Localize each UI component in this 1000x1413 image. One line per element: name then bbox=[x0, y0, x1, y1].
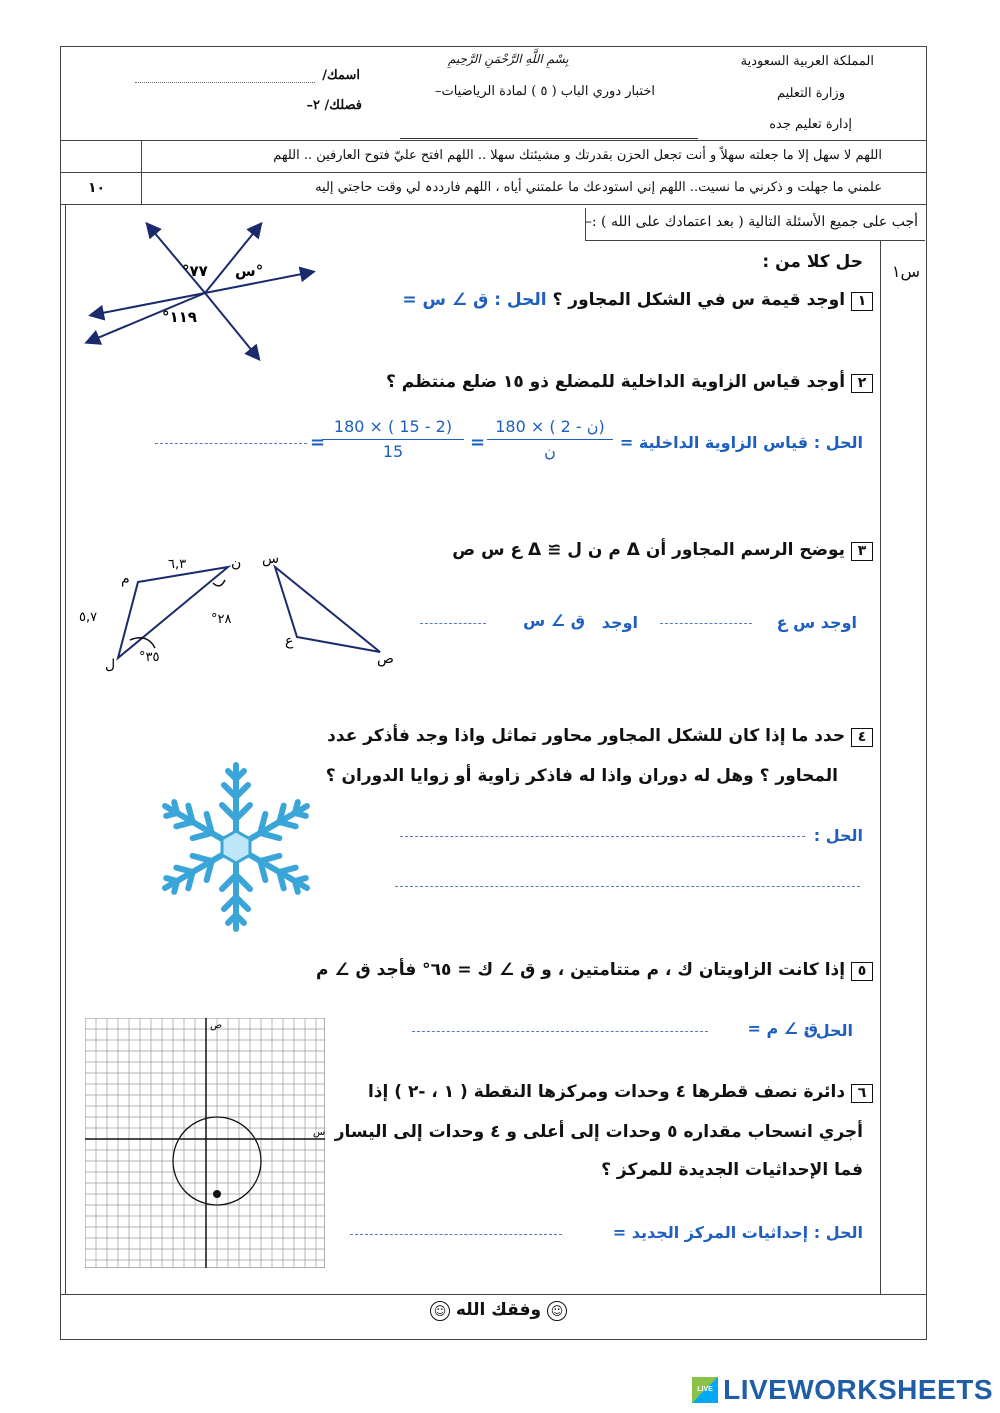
q6-solution-label: الحل : إحداثيات المركز الجديد = bbox=[612, 1223, 863, 1242]
q2-frac2-den: 15 bbox=[382, 442, 404, 461]
q4-question bbox=[327, 726, 873, 747]
footer-text: وفقك الله bbox=[455, 1300, 542, 1320]
instruction: أجب على جميع الأسئلة التالية ( بعد اعتمادك على الله ) :– bbox=[584, 214, 918, 230]
q2-question bbox=[386, 372, 873, 393]
q3-angle-n: °٢٨ bbox=[211, 612, 232, 627]
q3-label-n: ن bbox=[231, 555, 242, 571]
name-line[interactable] bbox=[135, 82, 315, 83]
q2-fraction-2 bbox=[322, 417, 464, 461]
q5-answer-line[interactable] bbox=[412, 1031, 708, 1032]
q3-figure bbox=[75, 545, 415, 675]
q1-figure bbox=[80, 220, 320, 370]
q2-answer-line[interactable] bbox=[155, 443, 307, 444]
q3-label-l: ل bbox=[105, 657, 116, 673]
q5-solution-label: الحل : bbox=[803, 1021, 853, 1040]
header-department: إدارة تعليم جده bbox=[769, 117, 852, 132]
q1-line-b bbox=[205, 225, 260, 293]
q3-label-e: ع bbox=[285, 633, 294, 649]
q5-text: إذا كانت الزاويتان ك ، م متتامتين ، و ق ∠ ك = ٦٥° فأجد ق ∠ م bbox=[316, 960, 846, 980]
instruction-box-bottom bbox=[585, 240, 925, 241]
q1-angle-77: °٧٧ bbox=[182, 262, 208, 280]
exam-title: اختبار دوري الباب ( ٥ ) لمادة الرياضيات– bbox=[434, 84, 655, 99]
q3-number: ٣ bbox=[851, 542, 873, 561]
name-label: اسمك/ bbox=[322, 68, 360, 83]
q1-angle-x: س° bbox=[235, 262, 264, 280]
q6-point bbox=[213, 1190, 221, 1198]
q2-frac1-num: 180 × ( ن - 2) bbox=[487, 417, 613, 440]
q4-answer-line-1[interactable] bbox=[400, 836, 805, 837]
q4-answer-line-2[interactable] bbox=[395, 886, 860, 887]
q3-side-mn: ٦,٣ bbox=[168, 557, 187, 572]
prayer-bottom bbox=[60, 204, 926, 205]
class-label: فصلك/ ٢– bbox=[306, 98, 362, 113]
section-title: حل كلا من : bbox=[762, 252, 863, 272]
q3-label-s: س bbox=[262, 551, 280, 567]
q1-number: ١ bbox=[851, 292, 873, 311]
q1-answer-expr: ق ∠ س = bbox=[402, 290, 489, 310]
footer bbox=[430, 1300, 567, 1321]
content-left-border bbox=[65, 204, 66, 1294]
header-divider bbox=[60, 140, 926, 141]
q3-arc-l bbox=[130, 638, 155, 648]
q3-find-2-expr: ق ∠ س bbox=[523, 611, 585, 630]
snowflake-center bbox=[222, 831, 250, 863]
header-kingdom: المملكة العربية السعودية bbox=[740, 54, 874, 69]
q3-text: يوضح الرسم المجاور أن Δ م ن ل ≅ Δ ع س ص bbox=[452, 540, 846, 560]
q5-question bbox=[316, 960, 873, 981]
q2-fraction-1 bbox=[487, 417, 613, 461]
q3-question bbox=[452, 540, 873, 561]
content-right-border bbox=[880, 240, 881, 1294]
header-ministry: وزارة التعليم bbox=[776, 86, 845, 101]
liveworksheets-logo bbox=[692, 1374, 993, 1406]
header-basmala: بِسْمِ اللَّهِ الرَّحْمَنِ الرَّحِيمِ bbox=[448, 52, 569, 66]
q2-text: أوجد قياس الزاوية الداخلية للمضلع ذو ١٥ ضلع منتظم ؟ bbox=[386, 372, 846, 392]
brand-badge: LIVE bbox=[692, 1377, 718, 1403]
q3-angle-l: °٣٥ bbox=[139, 650, 160, 665]
q3-answer-line-1[interactable] bbox=[660, 623, 752, 624]
title-underline bbox=[400, 138, 698, 139]
q3-find-1: اوجد س ع bbox=[776, 613, 857, 632]
section-label: س١ bbox=[891, 262, 920, 281]
footer-divider bbox=[60, 1294, 926, 1295]
q3-answer-line-2[interactable] bbox=[420, 623, 486, 624]
q1-text: اوجد قيمة س في الشكل المجاور ؟ bbox=[552, 290, 846, 310]
q3-label-m: م bbox=[121, 571, 130, 587]
q2-solution-label: الحل : قياس الزاوية الداخلية = bbox=[619, 433, 863, 452]
q4-solution-label: الحل : bbox=[813, 826, 863, 845]
q1-solution-label: الحل : bbox=[494, 290, 547, 310]
prayer-line-1: اللهم لا سهل إلا ما جعلته سهلاً و أنت تجعل الحزن بقدرتك و مشيئتك سهلا .. اللهم افتح عليّ فتوح العارفين .. اللهم bbox=[273, 148, 882, 163]
q6-line-3: فما الإحداثيات الجديدة للمركز ؟ bbox=[601, 1160, 863, 1180]
q2-number: ٢ bbox=[851, 374, 873, 393]
q2-eq-2: = bbox=[310, 432, 326, 453]
q4-line-1: حدد ما إذا كان للشكل المجاور محاور تماثل واذا وجد فأذكر عدد bbox=[327, 726, 846, 746]
q6-grid bbox=[85, 1018, 325, 1268]
q1-question bbox=[402, 290, 873, 311]
q1-line-a2 bbox=[205, 293, 258, 358]
q4-snowflake-image bbox=[155, 758, 317, 936]
q4-number: ٤ bbox=[851, 728, 873, 747]
brand-name: LIVEWORKSHEETS bbox=[723, 1374, 994, 1405]
q3-label-sad: ص bbox=[377, 651, 394, 667]
smiley-icon: ☺ bbox=[547, 1301, 567, 1321]
q6-answer-line[interactable] bbox=[350, 1234, 562, 1235]
q6-line-1: دائرة نصف قطرها ٤ وحدات ومركزها النقطة ( ١ ، -٢ ) إذا bbox=[367, 1082, 846, 1102]
q2-frac2-num: 180 × ( 15 - 2) bbox=[322, 417, 464, 440]
q6-line-2: أجري انسحاب مقداره ٥ وحدات إلى أعلى و ٤ وحدات إلى اليسار bbox=[334, 1122, 863, 1142]
score-total: ١٠ bbox=[88, 180, 106, 196]
q1-angle-119: °١١٩ bbox=[162, 308, 197, 326]
q6-y-label: ص bbox=[210, 1020, 223, 1031]
q3-find-2: اوجد bbox=[601, 613, 638, 632]
q2-eq-1: = bbox=[470, 432, 486, 453]
score-col-divider bbox=[141, 140, 142, 204]
prayer-line-2: علمني ما جهلت و ذكرني ما نسيت.. اللهم إني استودعك ما علمتني أياه ، اللهم فارددہ لي وقت حاجتي إليه bbox=[315, 180, 882, 195]
q6-number: ٦ bbox=[851, 1084, 873, 1103]
q5-answer-expr: ق ∠ م = bbox=[747, 1019, 818, 1038]
q4-line-2: المحاور ؟ وهل له دوران واذا له فاذكر زاوية أو زوايا الدوران ؟ bbox=[325, 766, 838, 786]
q5-number: ٥ bbox=[851, 962, 873, 981]
prayer-divider bbox=[60, 172, 926, 173]
q3-arc-n bbox=[213, 580, 225, 586]
q2-frac1-den: ن bbox=[544, 442, 556, 461]
q6-question bbox=[368, 1082, 873, 1103]
q6-x-label: س bbox=[313, 1127, 325, 1138]
q3-side-ml: ٥,٧ bbox=[79, 610, 98, 625]
smiley-icon: ☺ bbox=[430, 1301, 450, 1321]
q1-line-a bbox=[148, 225, 205, 293]
